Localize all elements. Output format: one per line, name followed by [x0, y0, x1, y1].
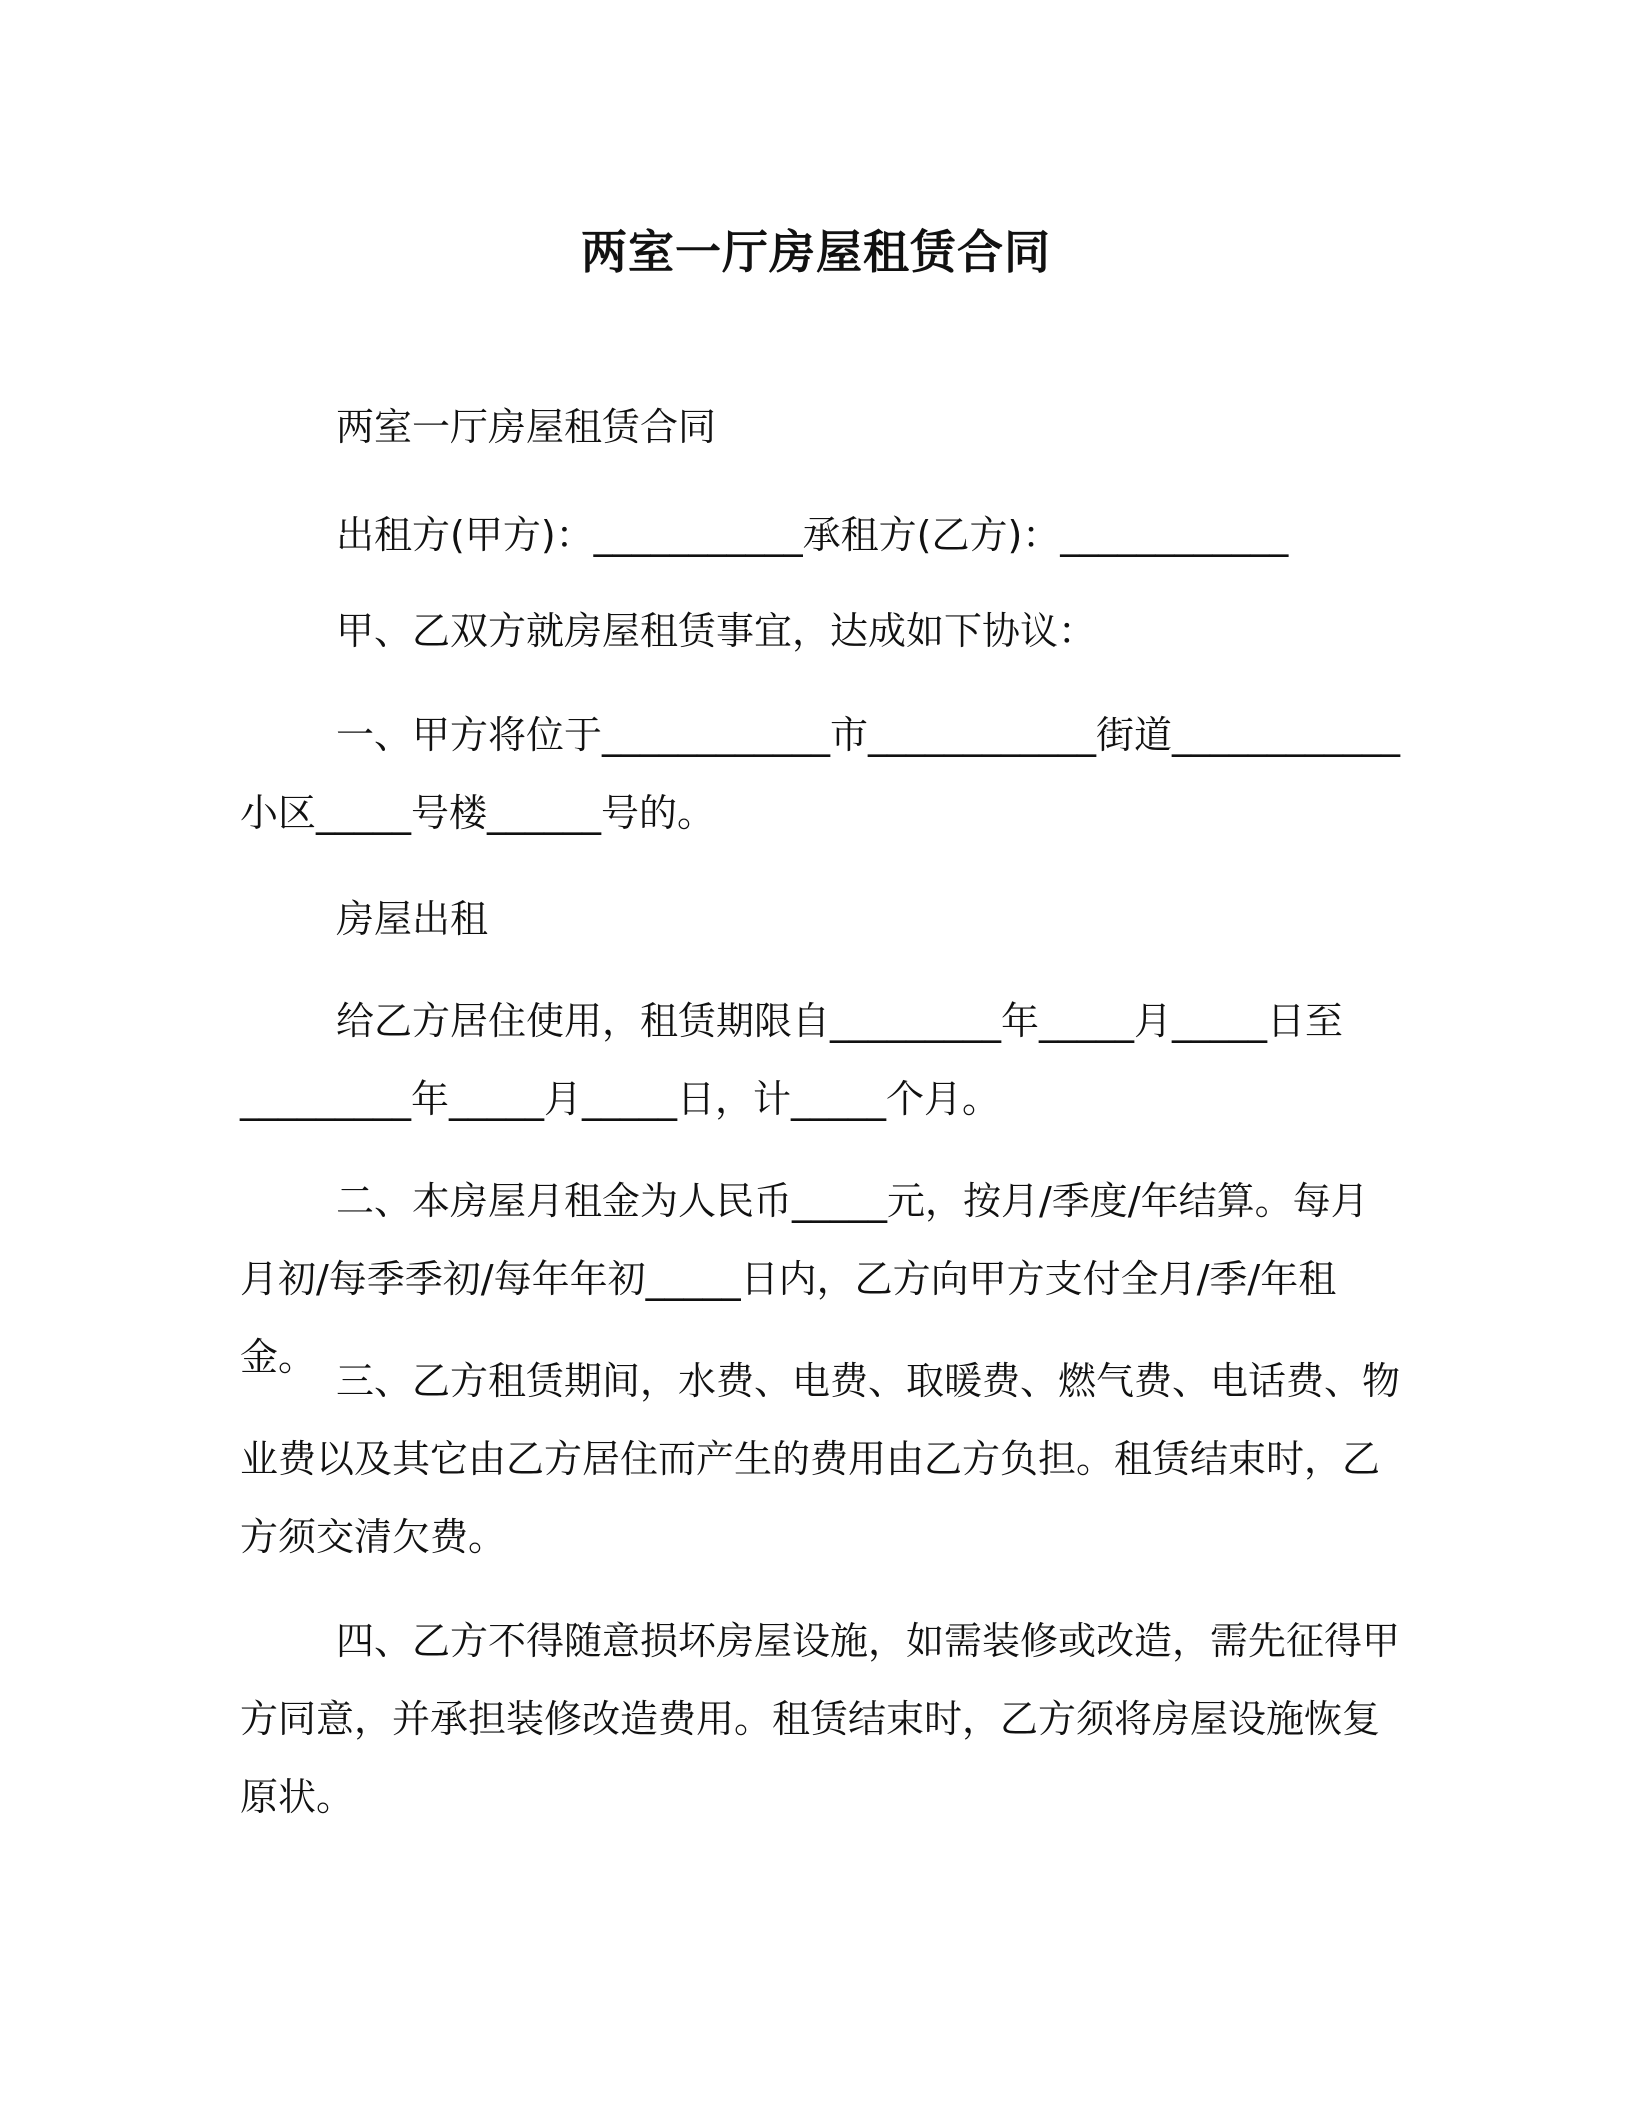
clause-three: 三、乙方租赁期间，水费、电费、取暖费、燃气费、电话费、物业费以及其它由乙方居住而产生的费用由乙方负担。租赁结束时，乙方须交清欠费。: [240, 1359, 1401, 1559]
clause-four: 四、乙方不得随意损坏房屋设施，如需装修或改造，需先征得甲方同意，并承担装修改造费用。租赁结束时，乙方须将房屋设施恢复原状。: [240, 1619, 1401, 1819]
document-title: 两室一厅房屋租赁合同: [581, 225, 1051, 279]
document-subtitle: 两室一厅房屋租赁合同: [336, 405, 717, 449]
agreement-intro: 甲、乙双方就房屋租赁事宜，达成如下协议：: [336, 609, 1097, 653]
clause-one: 一、甲方将位于____________市____________街道____________小区_____号楼______号的。: [240, 713, 1401, 835]
house-rental-heading: 房屋出租: [336, 897, 489, 941]
clause-two: 二、本房屋月租金为人民币_____元，按月/季度/年结算。每月月初/每季季初/每年年初_____日内，乙方向甲方支付全月/季/年租金。: [240, 1179, 1369, 1379]
parties-line: 出租方(甲方)：___________承租方(乙方)：____________: [336, 513, 1289, 557]
lease-term-paragraph: 给乙方居住使用，租赁期限自_________年_____月_____日至_________年_____月_____日，计_____个月。: [240, 999, 1344, 1121]
